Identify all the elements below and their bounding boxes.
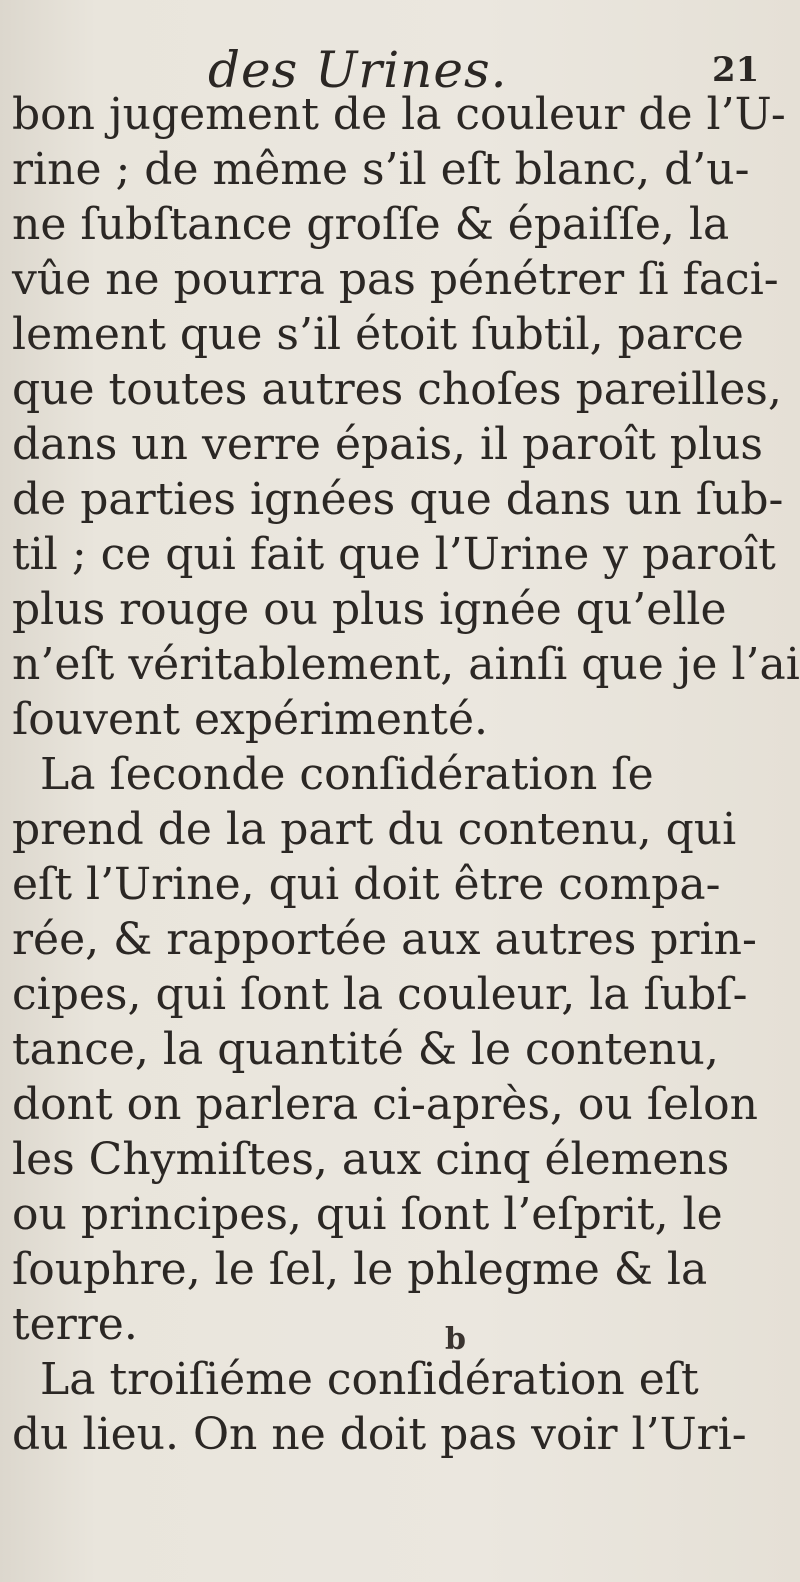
text-line: prend de la part du contenu, qui — [12, 804, 737, 855]
text-line: tance, la quantité & le contenu, — [12, 1024, 719, 1075]
text-line: ou principes, qui ſont l’eſprit, le — [12, 1189, 723, 1240]
text-line: terre. — [12, 1299, 138, 1350]
text-line: du lieu. On ne doit pas voir l’Uri- — [12, 1409, 747, 1460]
text-line: rine ; de même s’il eſt blanc, d’u- — [12, 144, 750, 195]
text-line: vûe ne pourra pas pénétrer ſi faci- — [12, 254, 779, 305]
text-line: dans un verre épais, il paroît plus — [12, 419, 763, 470]
paragraph-start: La ſeconde conſidération ſe — [40, 749, 654, 800]
text-line: plus rouge ou plus ignée qu’elle — [12, 584, 727, 635]
running-head: des Urines. — [208, 41, 508, 99]
text-line: que toutes autres choſes pareilles, — [12, 364, 782, 415]
signature-mark: b — [445, 1322, 466, 1357]
paragraph-start: La troiſiéme conſidération eſt — [40, 1354, 699, 1405]
text-line: ſouvent expérimenté. — [12, 694, 488, 745]
text-line: rée, & rapportée aux autres prin- — [12, 914, 757, 965]
text-line: til ; ce qui fait que l’Urine y paroît — [12, 529, 776, 580]
text-line: ſouphre, le ſel, le phlegme & la — [12, 1244, 708, 1295]
text-line: eſt l’Urine, qui doit être compa- — [12, 859, 721, 910]
text-line: de parties ignées que dans un ſub- — [12, 474, 784, 525]
text-line: dont on parlera ci-après, ou ſelon — [12, 1079, 758, 1130]
text-line: cipes, qui ſont la couleur, la ſubſ- — [12, 969, 748, 1020]
text-line: n’eſt véritablement, ainſi que je l’ai — [12, 639, 800, 690]
text-line: les Chymiſtes, aux cinq élemens — [12, 1134, 730, 1185]
body-text — [0, 87, 800, 1462]
text-line: lement que s’il étoit ſubtil, parce — [12, 309, 744, 360]
text-line: ne ſubſtance groſſe & épaiſſe, la — [12, 199, 730, 250]
page-number: 21 — [712, 50, 760, 90]
text-line: bon jugement de la couleur de l’U- — [12, 89, 786, 140]
